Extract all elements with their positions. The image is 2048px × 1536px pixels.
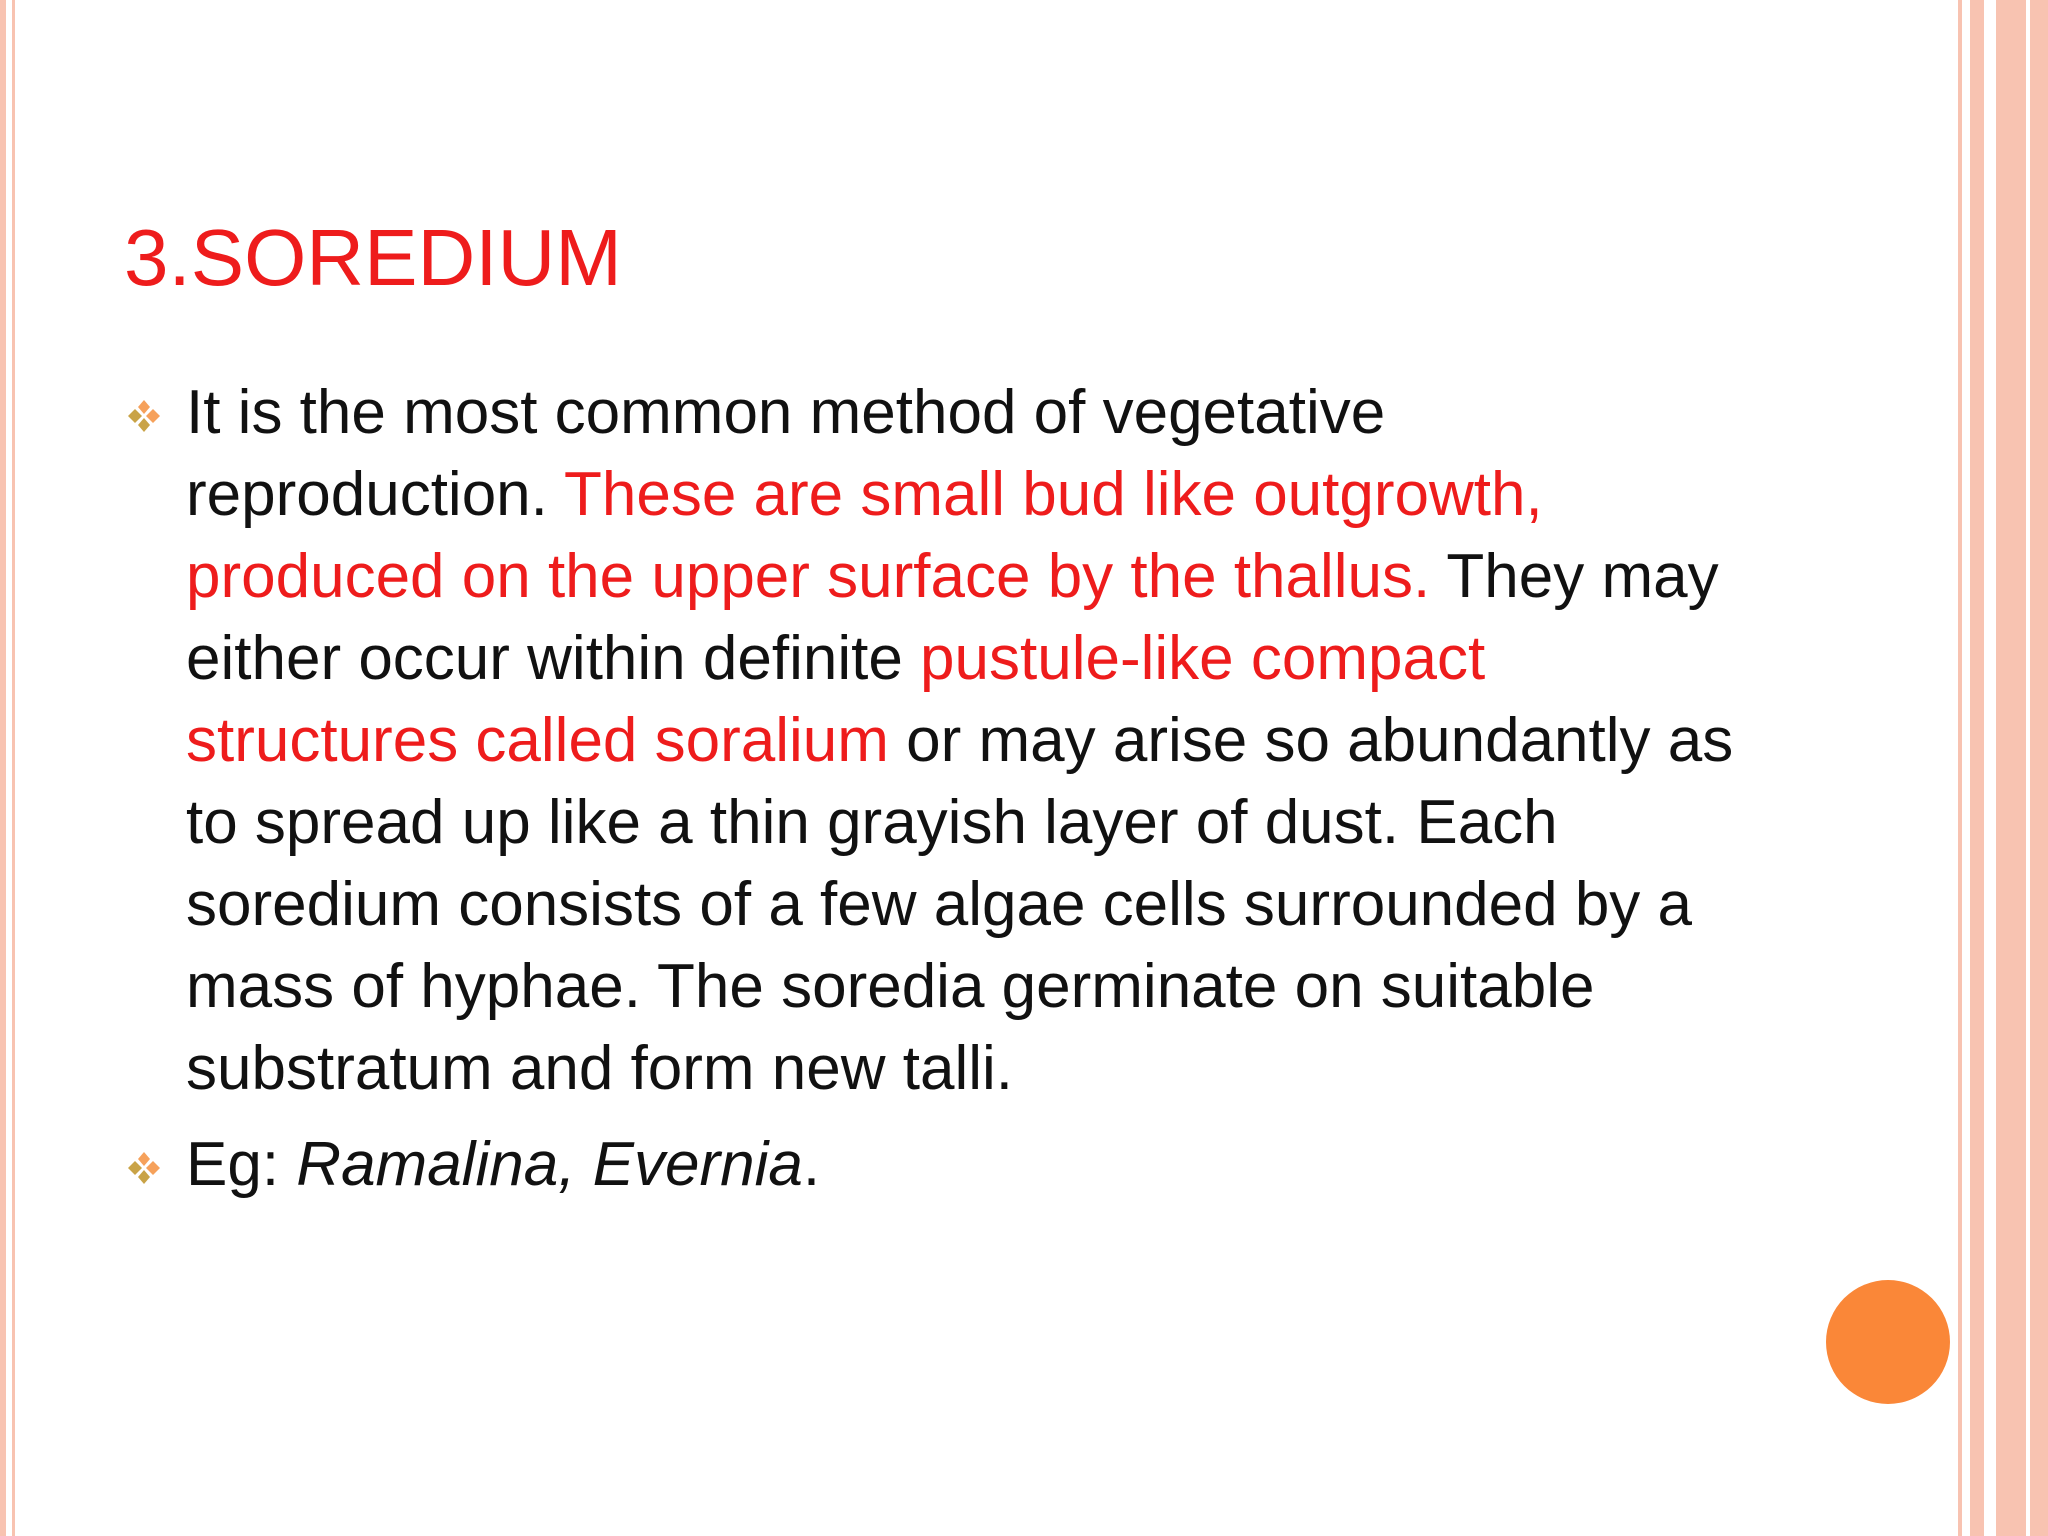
bullet-text	[186, 378, 1733, 1103]
right-border-gap	[2026, 0, 2030, 1536]
accent-circle	[1826, 1280, 1950, 1404]
right-border-stripe	[1970, 0, 1984, 1536]
bullet-2-segment-3: .	[802, 1130, 821, 1199]
bullet-item-2	[124, 1124, 1764, 1206]
bullet-1-segment-3: They may either occur within definite	[186, 542, 1719, 693]
right-border-stripe-thin	[1958, 0, 1962, 1536]
bullet-list	[124, 372, 1764, 1220]
left-border-stripe	[0, 0, 6, 1536]
right-border-band	[1996, 0, 2048, 1536]
bullet-1-segment-5: or may arise so abundantly as to spread up like a thin grayish layer of dust. Each soredium consists of a few algae cells surrounded by a mass of hyphae. The soredia germinate on suitable substratum and form new talli.	[186, 706, 1734, 1103]
four-diamond-bullet-icon	[126, 398, 162, 434]
left-border-stripe-thin	[12, 0, 15, 1536]
slide-title: 3.SOREDIUM	[124, 213, 622, 302]
four-diamond-bullet-icon	[126, 1150, 162, 1186]
bullet-text	[186, 1130, 820, 1199]
bullet-1-highlight-1: These are small bud like outgrowth, produced on the upper surface by the thallus.	[186, 460, 1543, 611]
bullet-2-species: Ramalina, Evernia	[296, 1130, 803, 1199]
bullet-1-highlight-2: pustule-like compact structures called soralium	[186, 624, 1486, 775]
bullet-item-1	[124, 372, 1764, 1110]
bullet-2-segment-1: Eg:	[186, 1130, 297, 1199]
bullet-1-segment-1: It is the most common method of vegetative reproduction.	[186, 378, 1386, 529]
